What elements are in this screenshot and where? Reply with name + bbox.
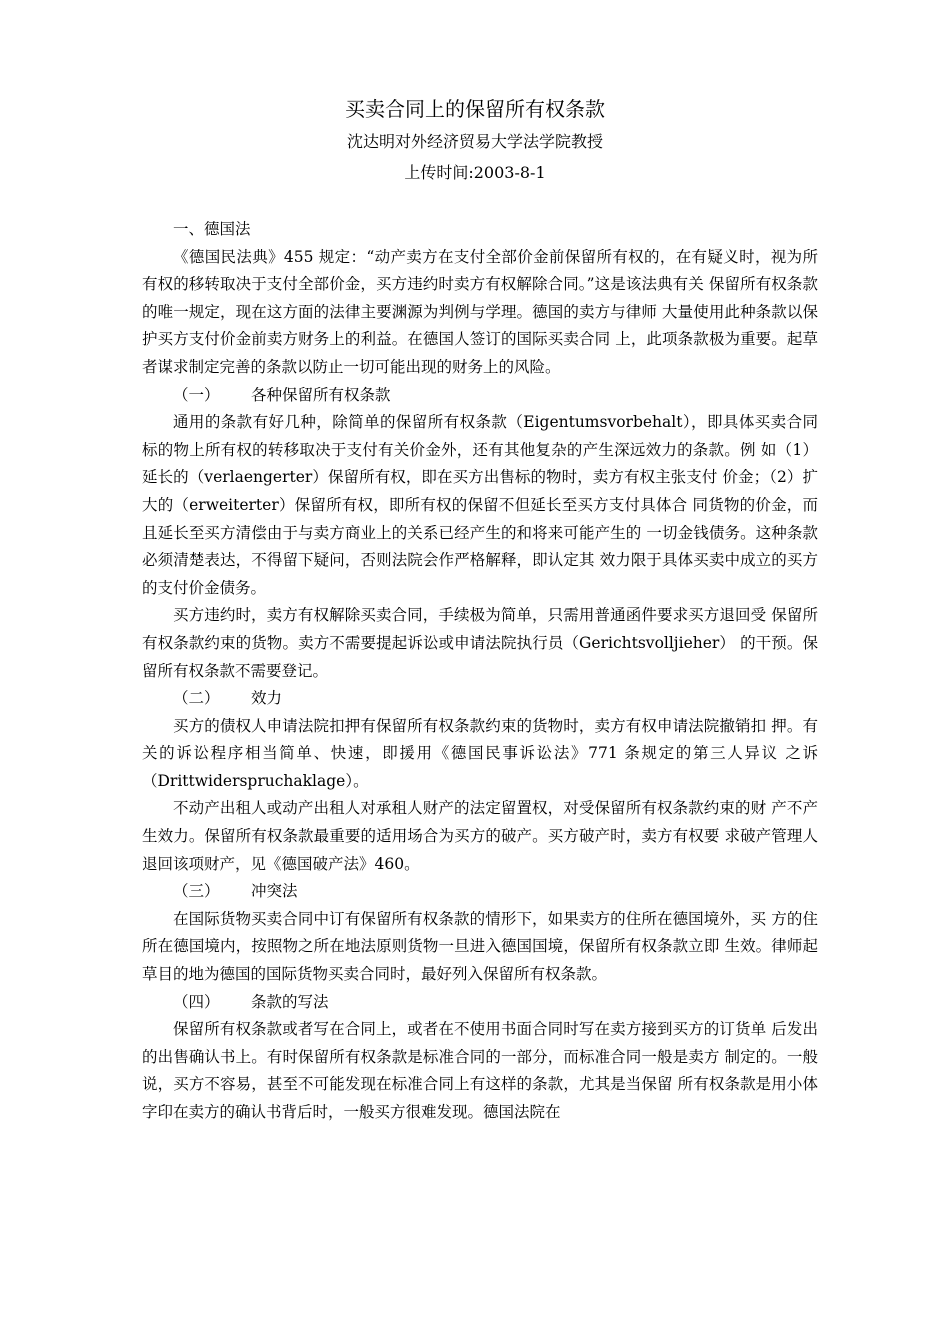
subsection-heading <box>142 878 818 906</box>
subsection-heading <box>142 382 818 410</box>
paragraph: 在国际货物买卖合同中订有保留所有权条款的情形下，如果卖方的住所在德国境外，买 方的住所在德国境内，按照物之所在地法原则货物一旦进入德国国境，保留所有权条款立即 生效。律师起草目的地为德国的国际货物买卖合同时，最好列入保留所有权条款。 <box>142 909 818 984</box>
subsection-number: （四） <box>173 992 220 1011</box>
document-title: 买卖合同上的保留所有权条款 <box>345 97 605 121</box>
subsection-title: 效力 <box>251 689 283 708</box>
subsection-number: （一） <box>173 385 220 404</box>
subsection-heading <box>142 989 818 1017</box>
subsection-title: 条款的写法 <box>251 992 329 1011</box>
paragraph: 买方的债权人申请法院扣押有保留所有权条款约束的货物时，卖方有权申请法院撤销扣 押。有关的诉讼程序相当简单、快速，即援用《德国民事诉讼法》771 条规定的第三人异议 之诉（Drittwiderspruchaklage）。 <box>142 716 818 790</box>
document-body <box>142 216 818 1127</box>
paragraph: 不动产出租人或动产出租人对承租人财产的法定留置权，对受保留所有权条款约束的财 产不产生效力。保留所有权条款最重要的适用场合为买方的破产。买方破产时，卖方有权要 求破产管理人退回该项财产，见《德国破产法》460。 <box>142 799 818 873</box>
paragraph: 买方违约时，卖方有权解除买卖合同，手续极为简单，只需用普通函件要求买方退回受 保留所有权条款约束的货物。卖方不需要提起诉讼或申请法院执行员（Gerichtsvolljieher） 的干预。保留所有权条款不需要登记。 <box>142 606 818 680</box>
subsection-number: （三） <box>173 882 220 901</box>
subsection-number: （二） <box>173 689 220 708</box>
subsection-title: 冲突法 <box>251 882 298 901</box>
paragraph: 《德国民法典》455 规定：“动产卖方在支付全部价金前保留所有权的，在有疑义时，视为所有权的移转取决于支付全部价金，买方违约时卖方有权解除合同。”这是该法典有关 保留所有权条款的唯一规定，现在这方面的法律主要渊源为判例与学理。德国的卖方与律师 大量使用此种条款以保护买方支付价金前卖方财务上的利益。在德国人签订的国际买卖合同 上，此项条款极为重要。起草者谋求制定完善的条款以防止一切可能出现的财务上的风险。 <box>142 247 818 376</box>
paragraph: 保留所有权条款或者写在合同上，或者在不使用书面合同时写在卖方接到买方的订货单 后发出的出售确认书上。有时保留所有权条款是标准合同的一部分，而标准合同一般是卖方 制定的。一般说，买方不容易，甚至不可能发现在标准合同上有这样的条款，尤其是当保留 所有权条款是用小体字印在卖方的确认书背后时，一般买方很难发现。德国法院在 <box>142 1020 818 1121</box>
subsection-heading <box>142 685 818 713</box>
author-line: 沈达明对外经济贸易大学法学院教授 <box>346 132 603 151</box>
paragraph: 通用的条款有好几种，除简单的保留所有权条款（Eigentumsvorbehalt），即具体买卖合同标的物上所有权的转移取决于支付有关价金外，还有其他复杂的产生深远效力的条款。例 如（1）延长的（verlaengerter）保留所有权，即在买方出售标的物时，卖方有权主张支付 价金；（2）扩大的（erweiterter）保留所有权，即所有权的保留不但延长至买方支付具体合 同货物的价金，而且延长至买方清偿由于与卖方商业上的关系已经产生的和将来可能产生的 一切金钱债务。这种条款必须清楚表达，不得留下疑问，否则法院会作严格解释，即认定其 效力限于具体买卖中成立的买方的支付价金债务。 <box>142 413 818 597</box>
upload-time: 上传时间:2003-8-1 <box>404 163 546 182</box>
subsection-title: 各种保留所有权条款 <box>251 385 391 404</box>
section-heading: 一、德国法 <box>173 220 251 238</box>
